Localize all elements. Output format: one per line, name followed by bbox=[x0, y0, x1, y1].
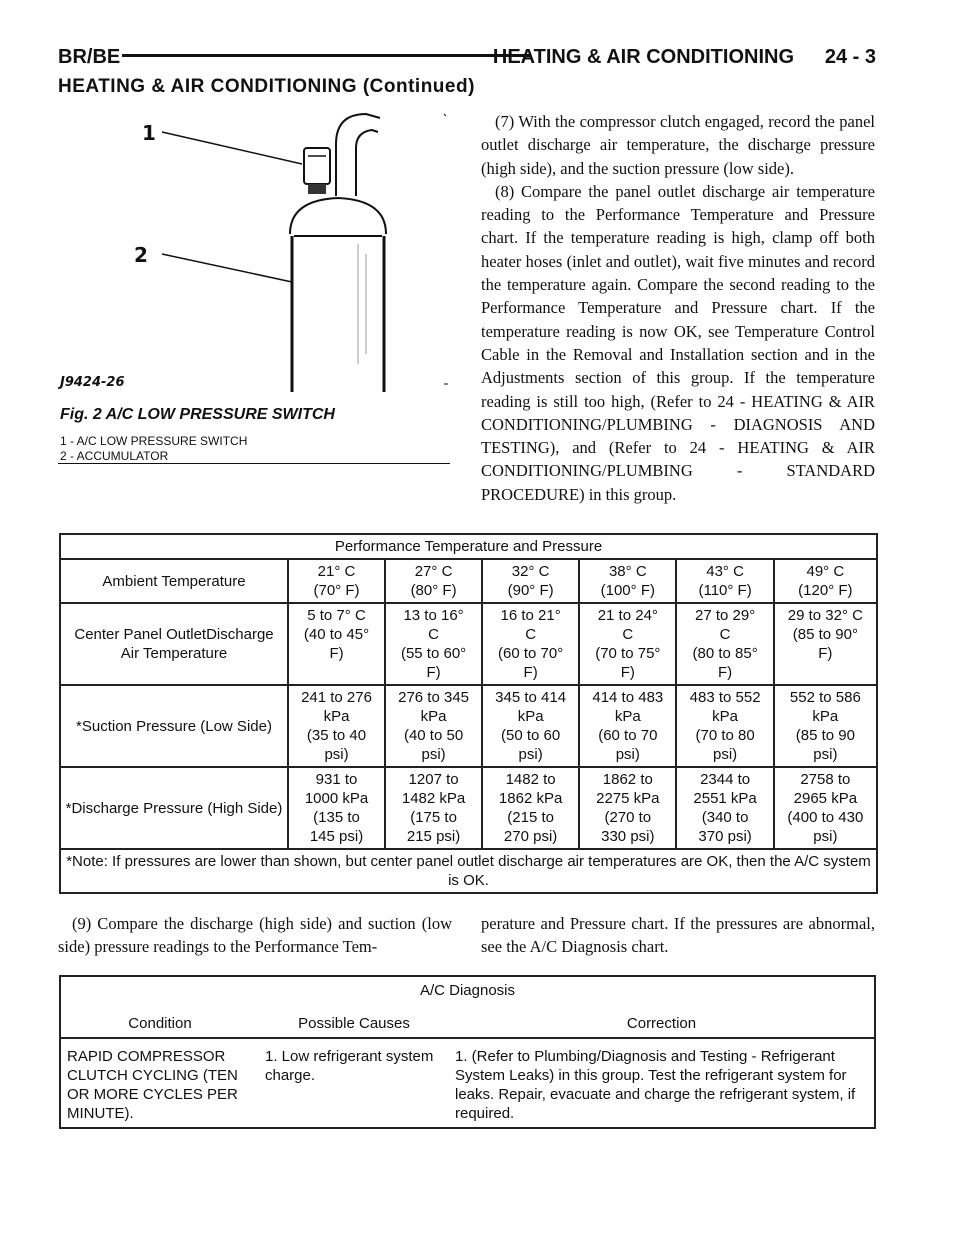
table-header-row bbox=[60, 1004, 875, 1038]
column-header-condition: Condition bbox=[60, 1004, 259, 1038]
column-header-correction: Correction bbox=[449, 1004, 875, 1038]
callout-2: 2 bbox=[134, 243, 148, 267]
continued-title: HEATING & AIR CONDITIONING (Continued) bbox=[58, 76, 475, 97]
header-rule bbox=[122, 54, 530, 57]
table-cell: 38° C (100° F) bbox=[579, 559, 676, 603]
row-label: Ambient Temperature bbox=[60, 559, 288, 603]
table-row bbox=[60, 603, 877, 685]
table-cell: 16 to 21° C (60 to 70° F) bbox=[482, 603, 579, 685]
step-9-paragraph-right: perature and Pressure chart. If the pressures are abnormal, see the A/C Diagnosis chart. bbox=[481, 914, 875, 957]
diagnosis-table-title: A/C Diagnosis bbox=[60, 976, 875, 1004]
row-label: Center Panel OutletDischarge Air Temperature bbox=[60, 603, 288, 685]
step-7-paragraph: (7) With the compressor clutch engaged, record the panel outlet discharge air temperature, the discharge pressure (high side), and the suction pressure (low side). bbox=[481, 112, 875, 178]
table-cell: 931 to 1000 kPa (135 to 145 psi) bbox=[288, 767, 385, 849]
row-label: *Suction Pressure (Low Side) bbox=[60, 685, 288, 767]
header-section-title: HEATING & AIR CONDITIONING bbox=[492, 46, 794, 68]
table-cell: 27 to 29° C (80 to 85° F) bbox=[676, 603, 773, 685]
right-column-text bbox=[481, 110, 875, 506]
table-cell: 27° C (80° F) bbox=[385, 559, 482, 603]
page-header bbox=[58, 40, 876, 70]
table-cell: 32° C (90° F) bbox=[482, 559, 579, 603]
performance-table-note: *Note: If pressures are lower than shown, but center panel outlet discharge air temperatures are OK, then the A/C system is OK. bbox=[60, 849, 877, 893]
callout-1: 1 bbox=[142, 121, 156, 145]
table-cell: 1862 to 2275 kPa (270 to 330 psi) bbox=[579, 767, 676, 849]
table-row bbox=[60, 767, 877, 849]
figure-2 bbox=[58, 104, 450, 468]
table-cell: 43° C (110° F) bbox=[676, 559, 773, 603]
accumulator-illustration bbox=[58, 104, 450, 404]
header-model: BR/BE bbox=[58, 46, 121, 68]
correction-cell: 1. (Refer to Plumbing/Diagnosis and Testing - Refrigerant System Leaks) in this group. Test the refrigerant system for leaks. Repair, evacuate and charge the refrigerant system, if required. bbox=[449, 1038, 875, 1128]
table-cell: 29 to 32° C (85 to 90° F) bbox=[774, 603, 877, 685]
table-cell: 414 to 483 kPa (60 to 70 psi) bbox=[579, 685, 676, 767]
table-cell: 483 to 552 kPa (70 to 80 psi) bbox=[676, 685, 773, 767]
table-row bbox=[60, 685, 877, 767]
table-cell: 5 to 7° C (40 to 45° F) bbox=[288, 603, 385, 685]
table-row bbox=[60, 1038, 875, 1128]
table-cell: 2758 to 2965 kPa (400 to 430 psi) bbox=[774, 767, 877, 849]
table-cell: 1207 to 1482 kPa (175 to 215 psi) bbox=[385, 767, 482, 849]
condition-cell: RAPID COMPRESSOR CLUTCH CYCLING (TEN OR MORE CYCLES PER MINUTE). bbox=[60, 1038, 259, 1128]
table-cell: 1482 to 1862 kPa (215 to 270 psi) bbox=[482, 767, 579, 849]
table-row bbox=[60, 559, 877, 603]
table-cell: 276 to 345 kPa (40 to 50 psi) bbox=[385, 685, 482, 767]
figure-legend-1: 1 - A/C LOW PRESSURE SWITCH bbox=[60, 434, 248, 448]
table-cell: 345 to 414 kPa (50 to 60 psi) bbox=[482, 685, 579, 767]
table-cell: 49° C (120° F) bbox=[774, 559, 877, 603]
figure-image-id: J9424-26 bbox=[60, 375, 125, 390]
table-cell: 552 to 586 kPa (85 to 90 psi) bbox=[774, 685, 877, 767]
table-cell: 2344 to 2551 kPa (340 to 370 psi) bbox=[676, 767, 773, 849]
figure-rule bbox=[58, 463, 450, 464]
row-label: *Discharge Pressure (High Side) bbox=[60, 767, 288, 849]
step-9-paragraph-left: (9) Compare the discharge (high side) and suction (low side) pressure readings to the Performance Tem- bbox=[58, 914, 452, 957]
table-cell: 21 to 24° C (70 to 75° F) bbox=[579, 603, 676, 685]
figure-legend-2: 2 - ACCUMULATOR bbox=[60, 449, 169, 463]
table-cell: 241 to 276 kPa (35 to 40 psi) bbox=[288, 685, 385, 767]
diagnosis-table bbox=[59, 975, 876, 1129]
table-cell: 21° C (70° F) bbox=[288, 559, 385, 603]
performance-table bbox=[59, 533, 878, 894]
table-cell: 13 to 16° C (55 to 60° F) bbox=[385, 603, 482, 685]
column-header-causes: Possible Causes bbox=[259, 1004, 449, 1038]
performance-table-title: Performance Temperature and Pressure bbox=[60, 534, 877, 559]
figure-title: Fig. 2 A/C LOW PRESSURE SWITCH bbox=[60, 406, 335, 423]
header-page-number: 24 - 3 bbox=[824, 46, 876, 68]
step-8-paragraph: (8) Compare the panel outlet discharge air temperature reading to the Performance Temperature and Pressure chart. If the temperature reading is high, clamp off both heater hoses (inlet and outlet), wait five minutes and record the temperature again. Compare the second reading to the Performance Temperature and Pressure chart. If the temperature reading is now OK, see Temperature Control Cable in the Removal and Installation section and in the Adjustments section of this group. If the temperature reading is still too high, (Refer to 24 - HEATING & AIR CONDITIONING/PLUMBING - DIAGNOSIS AND TESTING), and (Refer to 24 - HEATING & AIR CONDITIONING/PLUMBING - STANDARD PROCEDURE) in this group. bbox=[481, 181, 875, 504]
cause-cell: 1. Low refrigerant system charge. bbox=[259, 1038, 449, 1128]
